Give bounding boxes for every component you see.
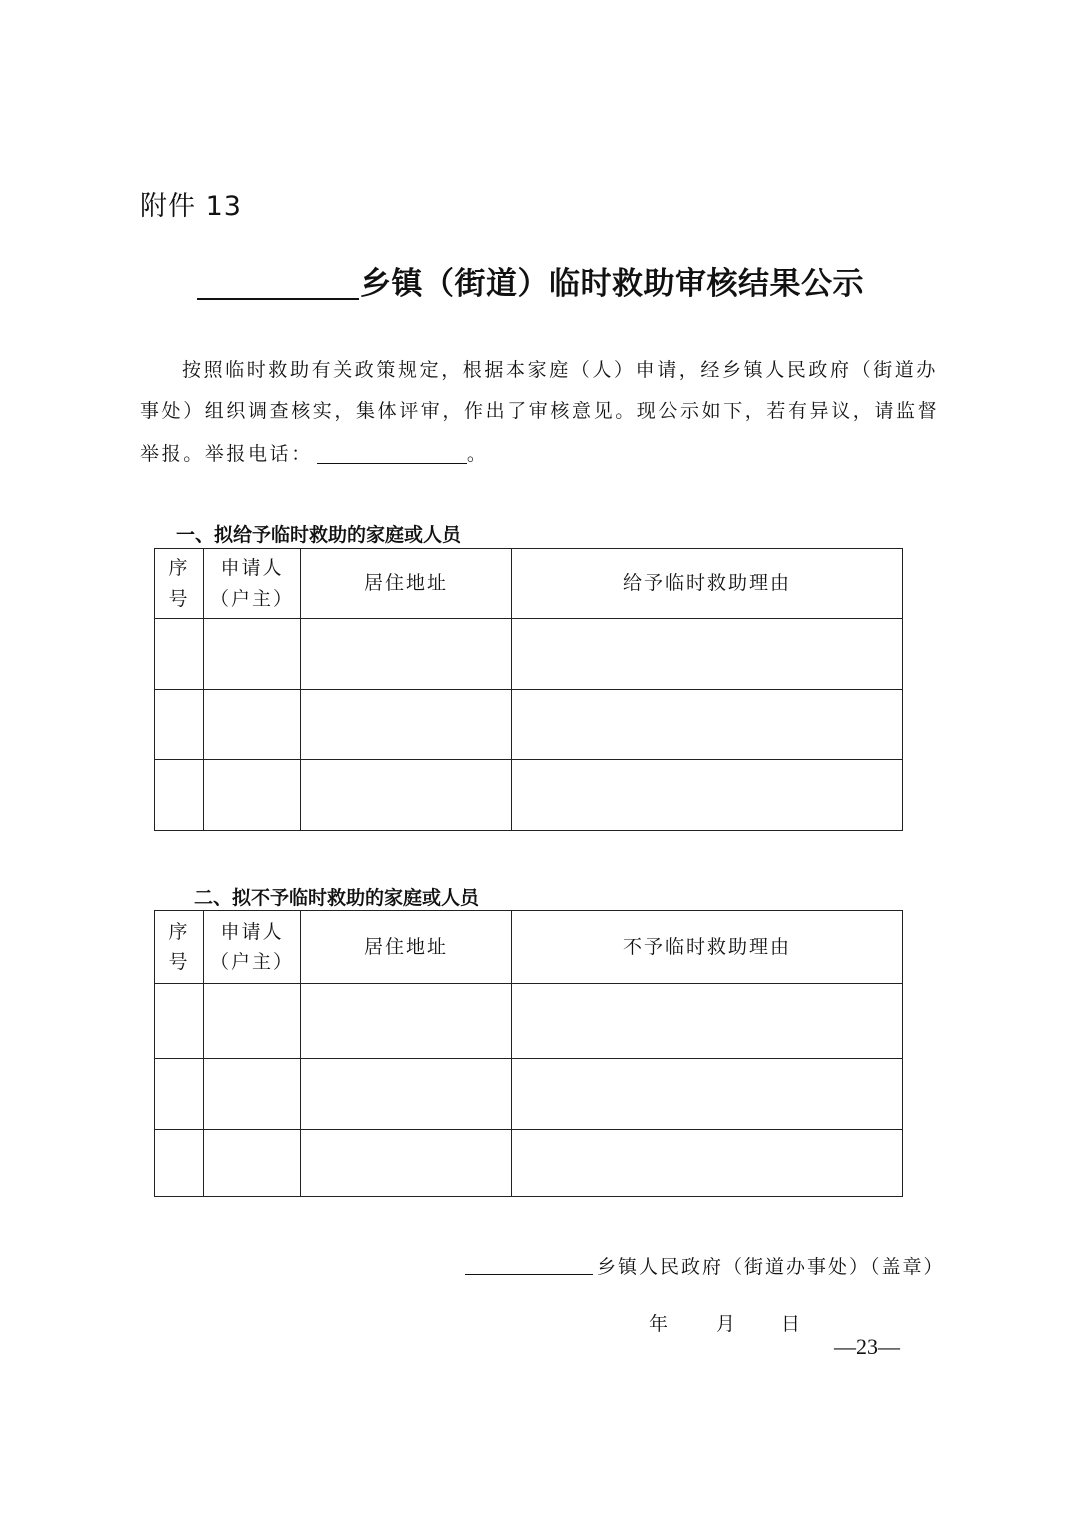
seq-header: 序 号 [155,911,204,984]
table-cell [204,1130,301,1197]
table-cell [512,619,903,690]
table-row [155,984,903,1059]
reason-header: 不予临时救助理由 [512,911,903,984]
table-cell [155,619,204,690]
date-month: 月 [716,1313,736,1335]
table-row [155,619,903,690]
table-cell [301,690,512,760]
table-cell [301,1130,512,1197]
table-cell [204,1059,301,1130]
table-row [155,690,903,760]
table-row [155,760,903,831]
table-cell [155,690,204,760]
page-number: —23— [834,1334,900,1359]
table-cell [301,984,512,1059]
intro-line-3-end: 。 [466,443,489,465]
phone-number-blank [317,443,467,464]
reason-header: 给予临时救助理由 [512,549,903,619]
table-cell [512,984,903,1059]
address-header: 居住地址 [301,911,512,984]
section-2-table [154,910,903,1197]
signature-blank-line [465,1256,593,1275]
table-row [155,1059,903,1130]
table-cell [512,1059,903,1130]
title-blank-line [197,268,359,300]
table-cell [204,690,301,760]
seq-header: 序 号 [155,549,204,619]
section-1-table [154,548,903,831]
table-cell [204,984,301,1059]
date-year: 年 [649,1313,669,1335]
table-cell [204,619,301,690]
intro-line-1: 按照临时救助有关政策规定，根据本家庭（人）申请，经乡镇人民政府（街道办 [182,359,939,381]
table-cell [301,1059,512,1130]
table-cell [512,760,903,831]
table-cell [512,1130,903,1197]
intro-line-2: 事处）组织调查核实，集体评审，作出了审核意见。现公示如下，若有异议，请监督 [140,400,940,422]
table-cell [301,619,512,690]
table-cell [155,1130,204,1197]
attachment-label: 附件 13 [140,191,242,222]
page-title: 乡镇（街道）临时救助审核结果公示 [360,266,864,302]
table-cell [155,1059,204,1130]
section-1-heading: 一、拟给予临时救助的家庭或人员 [176,524,462,546]
table-header-row [155,549,903,619]
signature-text: 乡镇人民政府（街道办事处）（盖章） [597,1256,945,1278]
applicant-header: 申请人 （户主） [204,549,301,619]
section-2-heading: 二、拟不予临时救助的家庭或人员 [194,887,480,909]
intro-line-3-text: 举报。举报电话： [140,443,313,465]
intro-line-3 [140,443,940,464]
table-row [155,1130,903,1197]
table-cell [155,984,204,1059]
table-cell [204,760,301,831]
applicant-header: 申请人 （户主） [204,911,301,984]
address-header: 居住地址 [301,549,512,619]
table-header-row [155,911,903,984]
date-day: 日 [781,1313,801,1335]
table-cell [512,690,903,760]
table-cell [155,760,204,831]
table-cell [301,760,512,831]
